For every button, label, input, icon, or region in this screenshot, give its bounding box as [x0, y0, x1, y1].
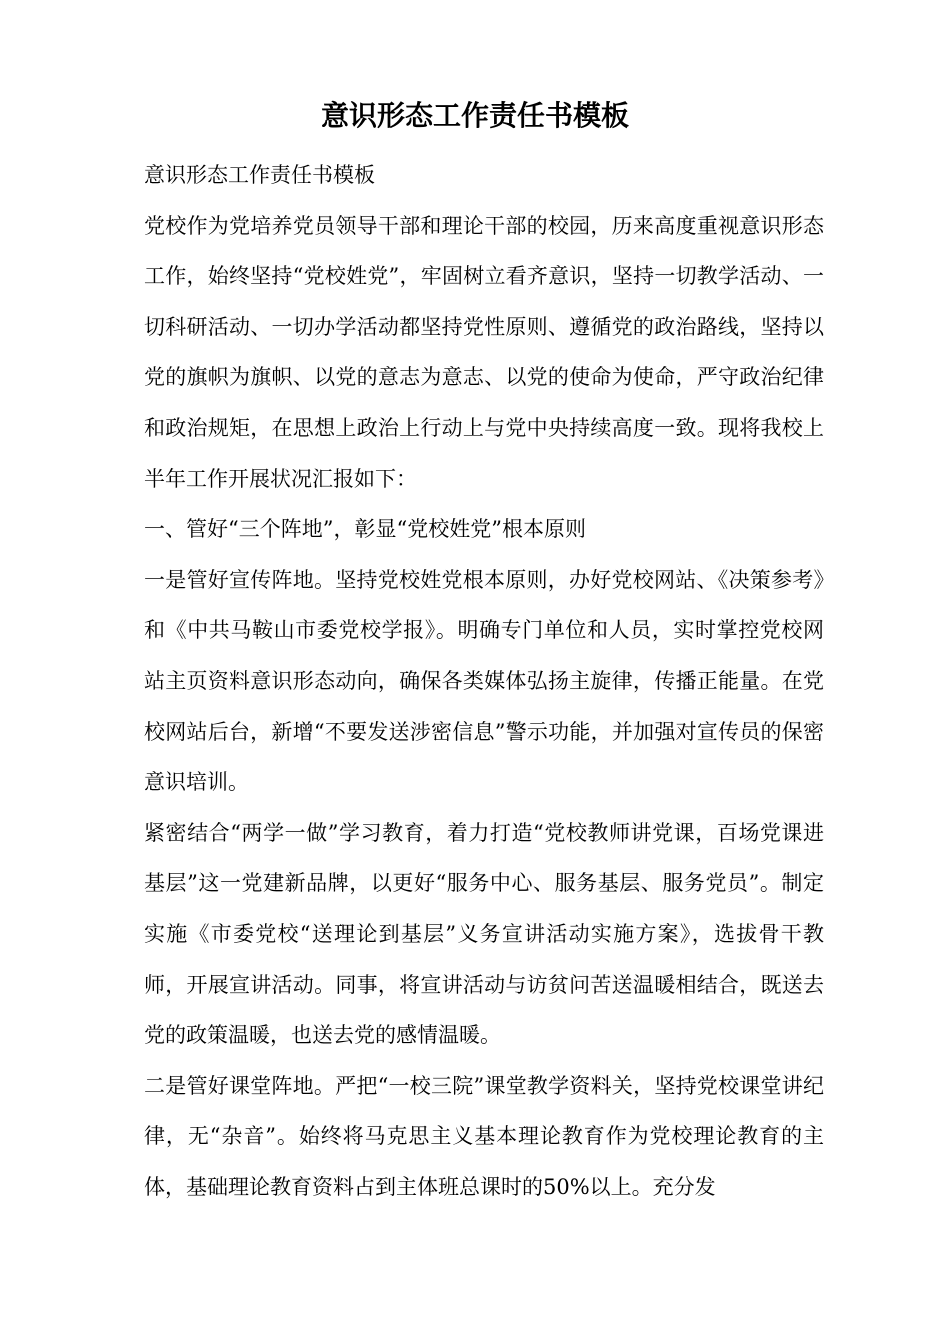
paragraph-publicity: 一是管好宣传阵地。坚持党校姓党根本原则，办好党校网站、《决策参考》和《中共马鞍山市委党校学报》。明确专门单位和人员，实时掌控党校网站主页资料意识形态动向，确保各类媒体弘扬主旋律，传播正能量。在党校网站后台，新增“不要发送涉密信息”警示功能，并加强对宣传员的保密意识培训。 [144, 567, 824, 795]
paragraph-subtitle: 意识形态工作责任书模板 [144, 163, 375, 187]
paragraph-classroom: 二是管好课堂阵地。严把“一校三院”课堂教学资料关，坚持党校课堂讲纪律，无“杂音”。始终将马克思主义基本理论教育作为党校理论教育的主体，基础理论教育资料占到主体班总课时的50%以上。充分发 [144, 1073, 824, 1199]
document-body [144, 150, 824, 1212]
document-title: 意识形态工作责任书模板 [320, 99, 629, 132]
section-heading-one: 一、管好“三个阵地”，彰显“党校姓党”根本原则 [144, 517, 586, 542]
paragraph-intro: 党校作为党培养党员领导干部和理论干部的校园，历来高度重视意识形态工作，始终坚持“党校姓党”，牢固树立看齐意识，坚持一切教学活动、一切科研活动、一切办学活动都坚持党性原则、遵循党的政治路线，坚持以党的旗帜为旗帜、以党的意志为意志、以党的使命为使命，严守政治纪律和政治规矩，在思想上政治上行动上与党中央持续高度一致。现将我校上半年工作开展状况汇报如下： [144, 213, 824, 491]
paragraph-lectures: 紧密结合“两学一做”学习教育，着力打造“党校教师讲党课，百场党课进基层”这一党建新品牌，以更好“服务中心、服务基层、服务党员”。制定实施《市委党校“送理论到基层”义务宣讲活动实施方案》，选拔骨干教师，开展宣讲活动。同事，将宣讲活动与访贫问苦送温暖相结合，既送去党的政策温暖，也送去党的感情温暖。 [144, 820, 824, 1048]
